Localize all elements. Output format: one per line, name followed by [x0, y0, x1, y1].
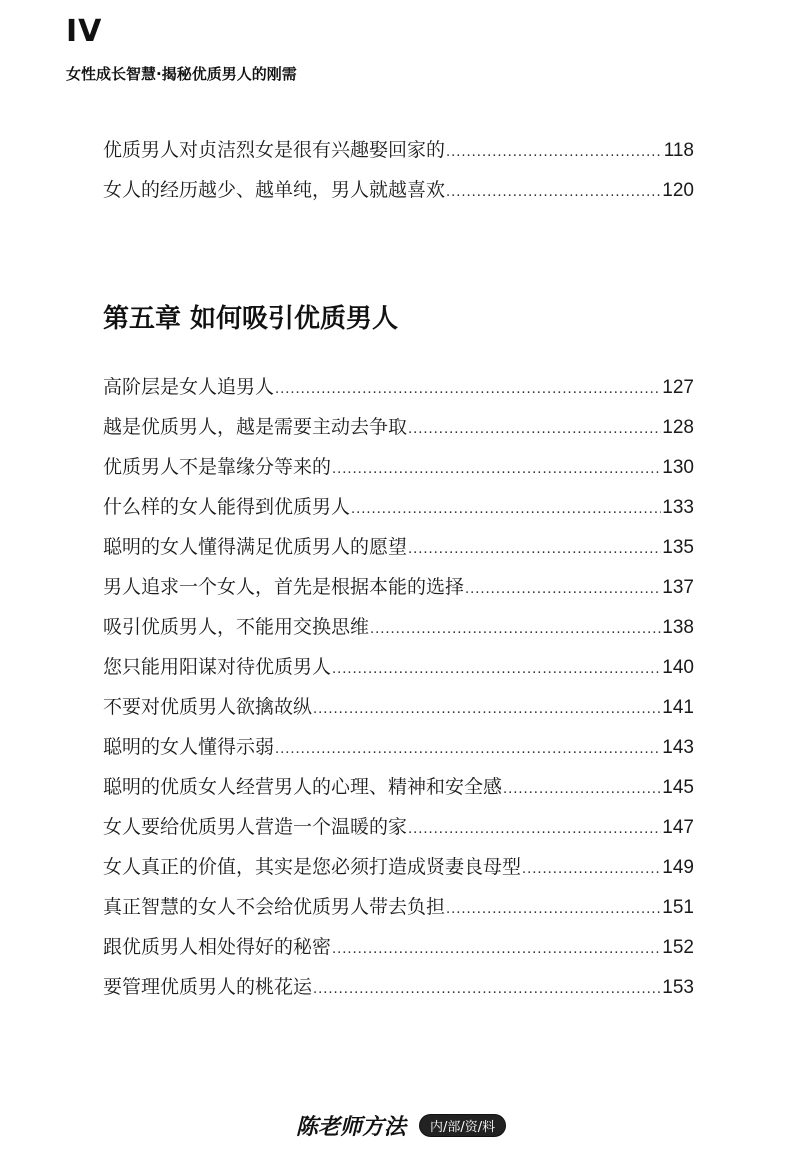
toc-entry-title: 聪明的优质女人经营男人的心理、精神和安全感 [103, 776, 503, 798]
toc-entry[interactable] [103, 412, 694, 452]
toc-entry-title: 女人要给优质男人营造一个温暖的家 [103, 816, 408, 838]
toc-entry-page: 120 [662, 180, 694, 201]
toc-entry-title: 您只能用阳谋对待优质男人 [103, 656, 332, 678]
toc-entry-page: 128 [662, 417, 694, 438]
toc-entry-page: 147 [662, 817, 694, 838]
toc-entry-page: 152 [662, 937, 694, 958]
toc-leader-dots [332, 662, 661, 677]
toc-entry[interactable] [103, 692, 694, 732]
toc-leader-dots [408, 542, 661, 557]
page-number: IV [66, 14, 103, 49]
toc-entry-title: 什么样的女人能得到优质男人 [103, 496, 351, 518]
toc-entry-title: 聪明的女人懂得示弱 [103, 736, 275, 758]
toc-leader-dots [313, 982, 661, 997]
running-header: 女性成长智慧·揭秘优质男人的刚需 [66, 65, 297, 83]
toc-entry-page: 133 [662, 497, 694, 518]
toc-entry-page: 153 [662, 977, 694, 998]
toc-leader-dots [351, 502, 661, 517]
toc-entry-page: 140 [662, 657, 694, 678]
toc-entry-page: 151 [662, 897, 694, 918]
toc-entry-page: 137 [662, 577, 694, 598]
toc-entry-title: 越是优质男人，越是需要主动去争取 [103, 416, 408, 438]
toc-entry-page: 141 [662, 697, 694, 718]
footer-badge: 内/部/资/料 [419, 1114, 506, 1137]
toc-entry[interactable] [103, 772, 694, 812]
toc-entry[interactable] [103, 572, 694, 612]
toc-leader-dots [503, 782, 661, 797]
toc-leader-dots [332, 462, 661, 477]
toc-entry-page: 143 [662, 737, 694, 758]
toc-leader-dots [446, 902, 661, 917]
toc-entry[interactable] [103, 852, 694, 892]
toc-entry[interactable] [103, 932, 694, 972]
toc-entry-title: 跟优质男人相处得好的秘密 [103, 936, 332, 958]
toc-chapter-section [103, 372, 694, 1012]
toc-entry-title: 女人的经历越少、越单纯，男人就越喜欢 [103, 179, 446, 201]
toc-entry-title: 优质男人对贞洁烈女是很有兴趣娶回家的 [103, 139, 446, 161]
footer-brand: 陈老师方法 [295, 1114, 406, 1140]
toc-entry-title: 要管理优质男人的桃花运 [103, 976, 313, 998]
toc-entry-page: 135 [662, 537, 694, 558]
toc-entry-title: 高阶层是女人追男人 [103, 376, 275, 398]
toc-entry[interactable] [103, 972, 694, 1012]
toc-entry[interactable] [103, 452, 694, 492]
toc-leader-dots [313, 702, 661, 717]
footer [0, 1110, 802, 1141]
toc-entry[interactable] [103, 732, 694, 772]
toc-entry[interactable] [103, 175, 694, 215]
toc-top-section [103, 135, 694, 215]
toc-entry-page: 127 [662, 377, 694, 398]
toc-leader-dots [275, 382, 661, 397]
toc-leader-dots [370, 622, 661, 637]
toc-leader-dots [332, 942, 661, 957]
toc-entry[interactable] [103, 652, 694, 692]
toc-entry-title: 聪明的女人懂得满足优质男人的愿望 [103, 536, 408, 558]
toc-leader-dots [446, 185, 661, 200]
toc-entry-title: 优质男人不是靠缘分等来的 [103, 456, 332, 478]
toc-entry-title: 不要对优质男人欲擒故纵 [103, 696, 313, 718]
toc-entry[interactable] [103, 492, 694, 532]
toc-entry-page: 118 [663, 140, 694, 161]
toc-entry-title: 吸引优质男人，不能用交换思维 [103, 616, 370, 638]
toc-entry-title: 男人追求一个女人，首先是根据本能的选择 [103, 576, 465, 598]
toc-entry-title: 真正智慧的女人不会给优质男人带去负担 [103, 896, 446, 918]
toc-entry[interactable] [103, 812, 694, 852]
toc-leader-dots [275, 742, 661, 757]
toc-leader-dots [408, 422, 661, 437]
toc-leader-dots [446, 145, 663, 160]
toc-entry-page: 130 [662, 457, 694, 478]
toc-entry-title: 女人真正的价值，其实是您必须打造成贤妻良母型 [103, 856, 522, 878]
toc-entry-page: 145 [662, 777, 694, 798]
toc-leader-dots [522, 862, 661, 877]
toc-leader-dots [408, 822, 661, 837]
toc-entry-page: 149 [662, 857, 694, 878]
toc-leader-dots [465, 582, 661, 597]
toc-entry[interactable] [103, 372, 694, 412]
toc-entry-page: 138 [662, 617, 694, 638]
toc-entry[interactable] [103, 135, 694, 175]
toc-entry[interactable] [103, 892, 694, 932]
chapter-heading: 第五章 如何吸引优质男人 [103, 304, 399, 334]
toc-entry[interactable] [103, 612, 694, 652]
toc-entry[interactable] [103, 532, 694, 572]
